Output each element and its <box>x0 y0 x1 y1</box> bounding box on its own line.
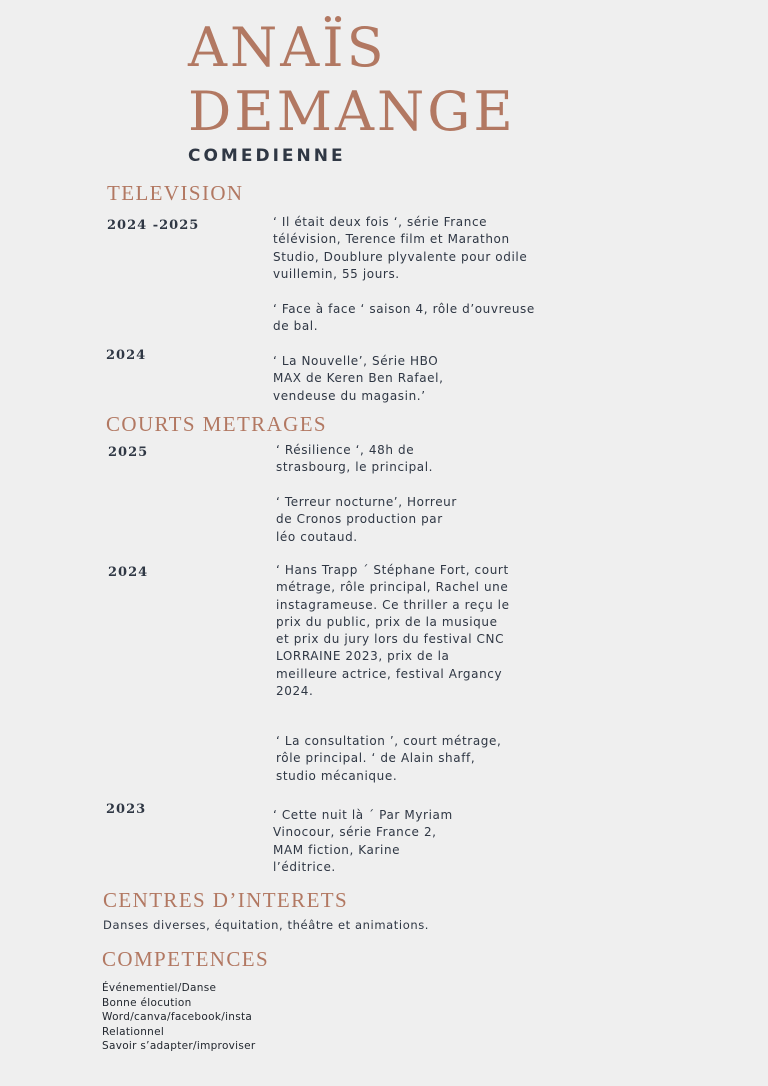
first-name: ANAÏS <box>188 16 387 79</box>
shorts-year-2: 2024 <box>108 565 149 580</box>
skill-item: Word/canva/facebook/insta <box>102 1011 253 1023</box>
section-television-title: TELEVISION <box>107 181 244 205</box>
skill-item: Événementiel/Danse <box>102 982 217 994</box>
skill-item: Savoir s’adapter/improviser <box>102 1040 256 1052</box>
role-title: COMEDIENNE <box>188 146 346 166</box>
shorts-entry-2: ‘ Terreur nocturne’, Horreur de Cronos production par léo coutaud. <box>276 495 457 544</box>
shorts-year-3: 2023 <box>106 802 147 817</box>
skills-list <box>102 981 256 1054</box>
section-skills-title: COMPETENCES <box>102 947 270 971</box>
shorts-entry-3: ‘ Hans Trapp ´ Stéphane Fort, court métrage, rôle principal, Rachel une instagrameuse. Ce thriller a reçu le prix du public, prix de la musique et prix du jury lors du festival CNC LORRAINE 2023, prix de la meilleure actrice, festival Argancy 2024. <box>276 563 510 699</box>
interests-text: Danses diverses, équitation, théâtre et animations. <box>103 918 430 932</box>
tv-year-1: 2024 -2025 <box>107 218 200 233</box>
skill-item: Bonne élocution <box>102 996 192 1009</box>
last-name: DEMANGE <box>188 80 516 143</box>
skill-item: Relationnel <box>102 1025 165 1038</box>
tv-entry-3: ‘ La Nouvelle’, Série HBO MAX de Keren Ben Rafael, vendeuse du magasin.’ <box>273 354 444 403</box>
tv-entry-1: ‘ Il était deux fois ‘, série France télévision, Terence film et Marathon Studio, Doublure plyvalente pour odile vuillemin, 55 jours. <box>273 215 528 281</box>
section-interests-title: CENTRES D’INTERETS <box>103 888 349 912</box>
tv-entry-2: ‘ Face à face ‘ saison 4, rôle d’ouvreuse de bal. <box>273 302 535 334</box>
tv-year-2: 2024 <box>106 348 147 363</box>
shorts-entry-4: ‘ La consultation ’, court métrage, rôle principal. ‘ de Alain shaff, studio mécanique. <box>276 734 502 783</box>
shorts-entry-1: ‘ Résilience ‘, 48h de strasbourg, le principal. <box>276 443 434 475</box>
section-shorts-title: COURTS METRAGES <box>106 412 328 436</box>
shorts-year-1: 2025 <box>108 445 149 460</box>
shorts-entry-5: ‘ Cette nuit là ´ Par Myriam Vinocour, série France 2, MAM fiction, Karine l’éditrice. <box>273 808 453 874</box>
